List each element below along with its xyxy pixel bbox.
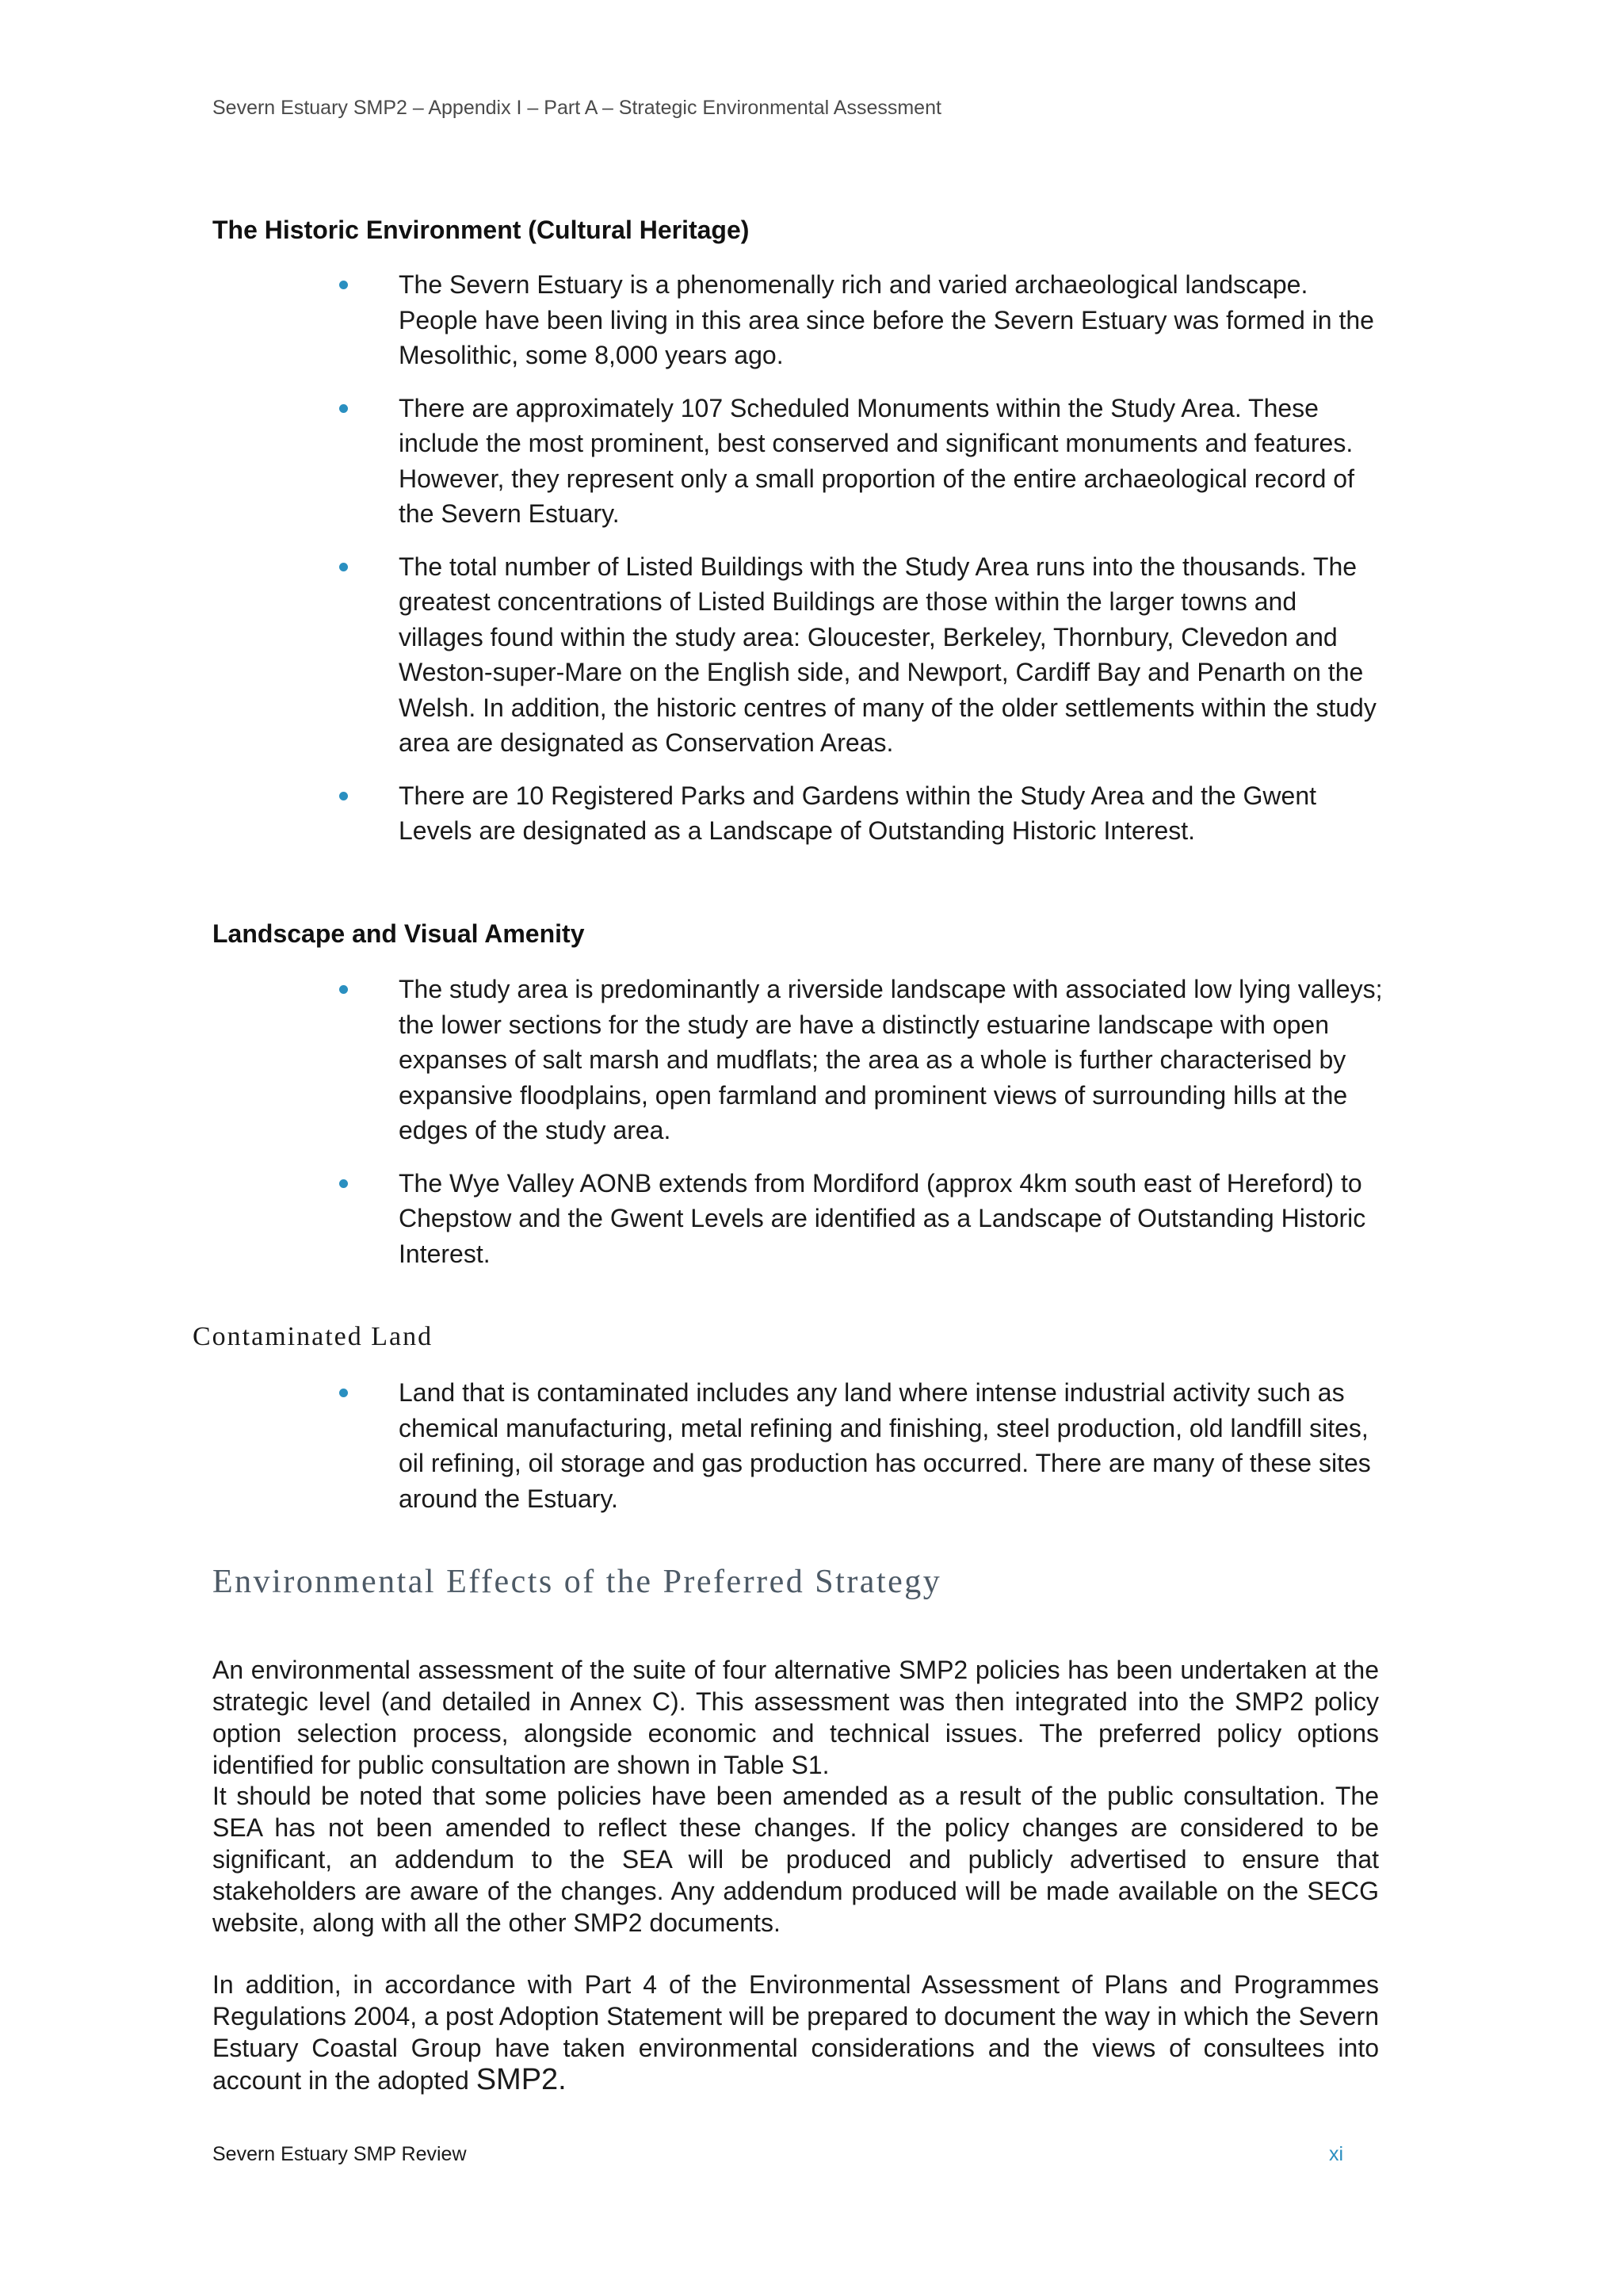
- bullet-icon: [339, 985, 348, 994]
- page-number: xi: [1329, 2143, 1344, 2165]
- bullet-list-historic: [339, 267, 1385, 866]
- list-item: Land that is contaminated includes any land where intense industrial activity such as chemical manufacturing, metal refining and finishing, steel production, old landfill sites, oil refining, oil storage and gas production has occurred. There are many of these sites around the Estuary.: [339, 1375, 1385, 1516]
- bullet-icon: [339, 1389, 348, 1397]
- running-header: Severn Estuary SMP2 – Appendix I – Part A – Strategic Environmental Assessment: [212, 97, 941, 119]
- section-heading-contaminated: Contaminated Land: [193, 1322, 433, 1351]
- footer-title: Severn Estuary SMP Review: [212, 2143, 467, 2165]
- bullet-list-landscape: [339, 972, 1385, 1289]
- list-item: The total number of Listed Buildings with the Study Area runs into the thousands. The greatest concentrations of Listed Buildings are those within the larger towns and villages found within the study area: Gloucester, Berkeley, Thornbury, Clevedon and Weston-super-Mare on the English side, and Newport, Cardiff Bay and Penarth on the Welsh. In addition, the historic centres of many of the older settlements within the study area are designated as Conservation Areas.: [339, 549, 1385, 761]
- list-item: There are 10 Registered Parks and Gardens within the Study Area and the Gwent Levels are designated as a Landscape of Outstanding Historic Interest.: [339, 778, 1385, 849]
- paragraph: An environmental assessment of the suite of four alternative SMP2 policies has been undertaken at the strategic level (and detailed in Annex C). This assessment was then integrated into the SMP2 policy option selection process, alongside economic and technical issues. The preferred policy options identified for public consultation are shown in Table S1.: [212, 1656, 1379, 1779]
- paragraph: It should be noted that some policies have been amended as a result of the public consultation. The SEA has not been amended to reflect these changes. If the policy changes are considered to be significant, an addendum to the SEA will be produced and publicly advertised to ensure that stakeholders are aware of the changes. Any addendum produced will be made available on the SECG website, along with all the other SMP2 documents.: [212, 1782, 1379, 1937]
- bullet-icon: [339, 563, 348, 571]
- section-heading-landscape: Landscape and Visual Amenity: [212, 919, 585, 948]
- list-item: The Severn Estuary is a phenomenally rich and varied archaeological landscape. People have been living in this area since before the Severn Estuary was formed in the Mesolithic, some 8,000 years ago.: [339, 267, 1385, 373]
- paragraph: In addition, in accordance with Part 4 of the Environmental Assessment of Plans and Programmes Regulations 2004, a post Adoption Statement will be prepared to document the way in which the Severn Estuary Coastal Group have taken environmental considerations and the views of consultees into account in the adopted SMP2.: [212, 1970, 1379, 2096]
- list-item: There are approximately 107 Scheduled Monuments within the Study Area. These include the most prominent, best conserved and significant monuments and features. However, they represent only a small proportion of the entire archaeological record of the Severn Estuary.: [339, 391, 1385, 532]
- bullet-icon: [339, 281, 348, 289]
- section-heading-effects: Environmental Effects of the Preferred Strategy: [212, 1564, 942, 1600]
- section-heading-historic: The Historic Environment (Cultural Heritage): [212, 216, 750, 244]
- bullet-icon: [339, 792, 348, 800]
- list-item: The Wye Valley AONB extends from Mordiford (approx 4km south east of Hereford) to Chepstow and the Gwent Levels are identified as a Landscape of Outstanding Historic Interest.: [339, 1166, 1385, 1272]
- list-item: The study area is predominantly a riverside landscape with associated low lying valleys; the lower sections for the study are have a distinctly estuarine landscape with open expanses of salt marsh and mudflats; the area as a whole is further characterised by expansive floodplains, open farmland and prominent views of surrounding hills at the edges of the study area.: [339, 972, 1385, 1148]
- bullet-icon: [339, 404, 348, 413]
- bullet-icon: [339, 1179, 348, 1188]
- bullet-list-contaminated: [339, 1375, 1385, 1534]
